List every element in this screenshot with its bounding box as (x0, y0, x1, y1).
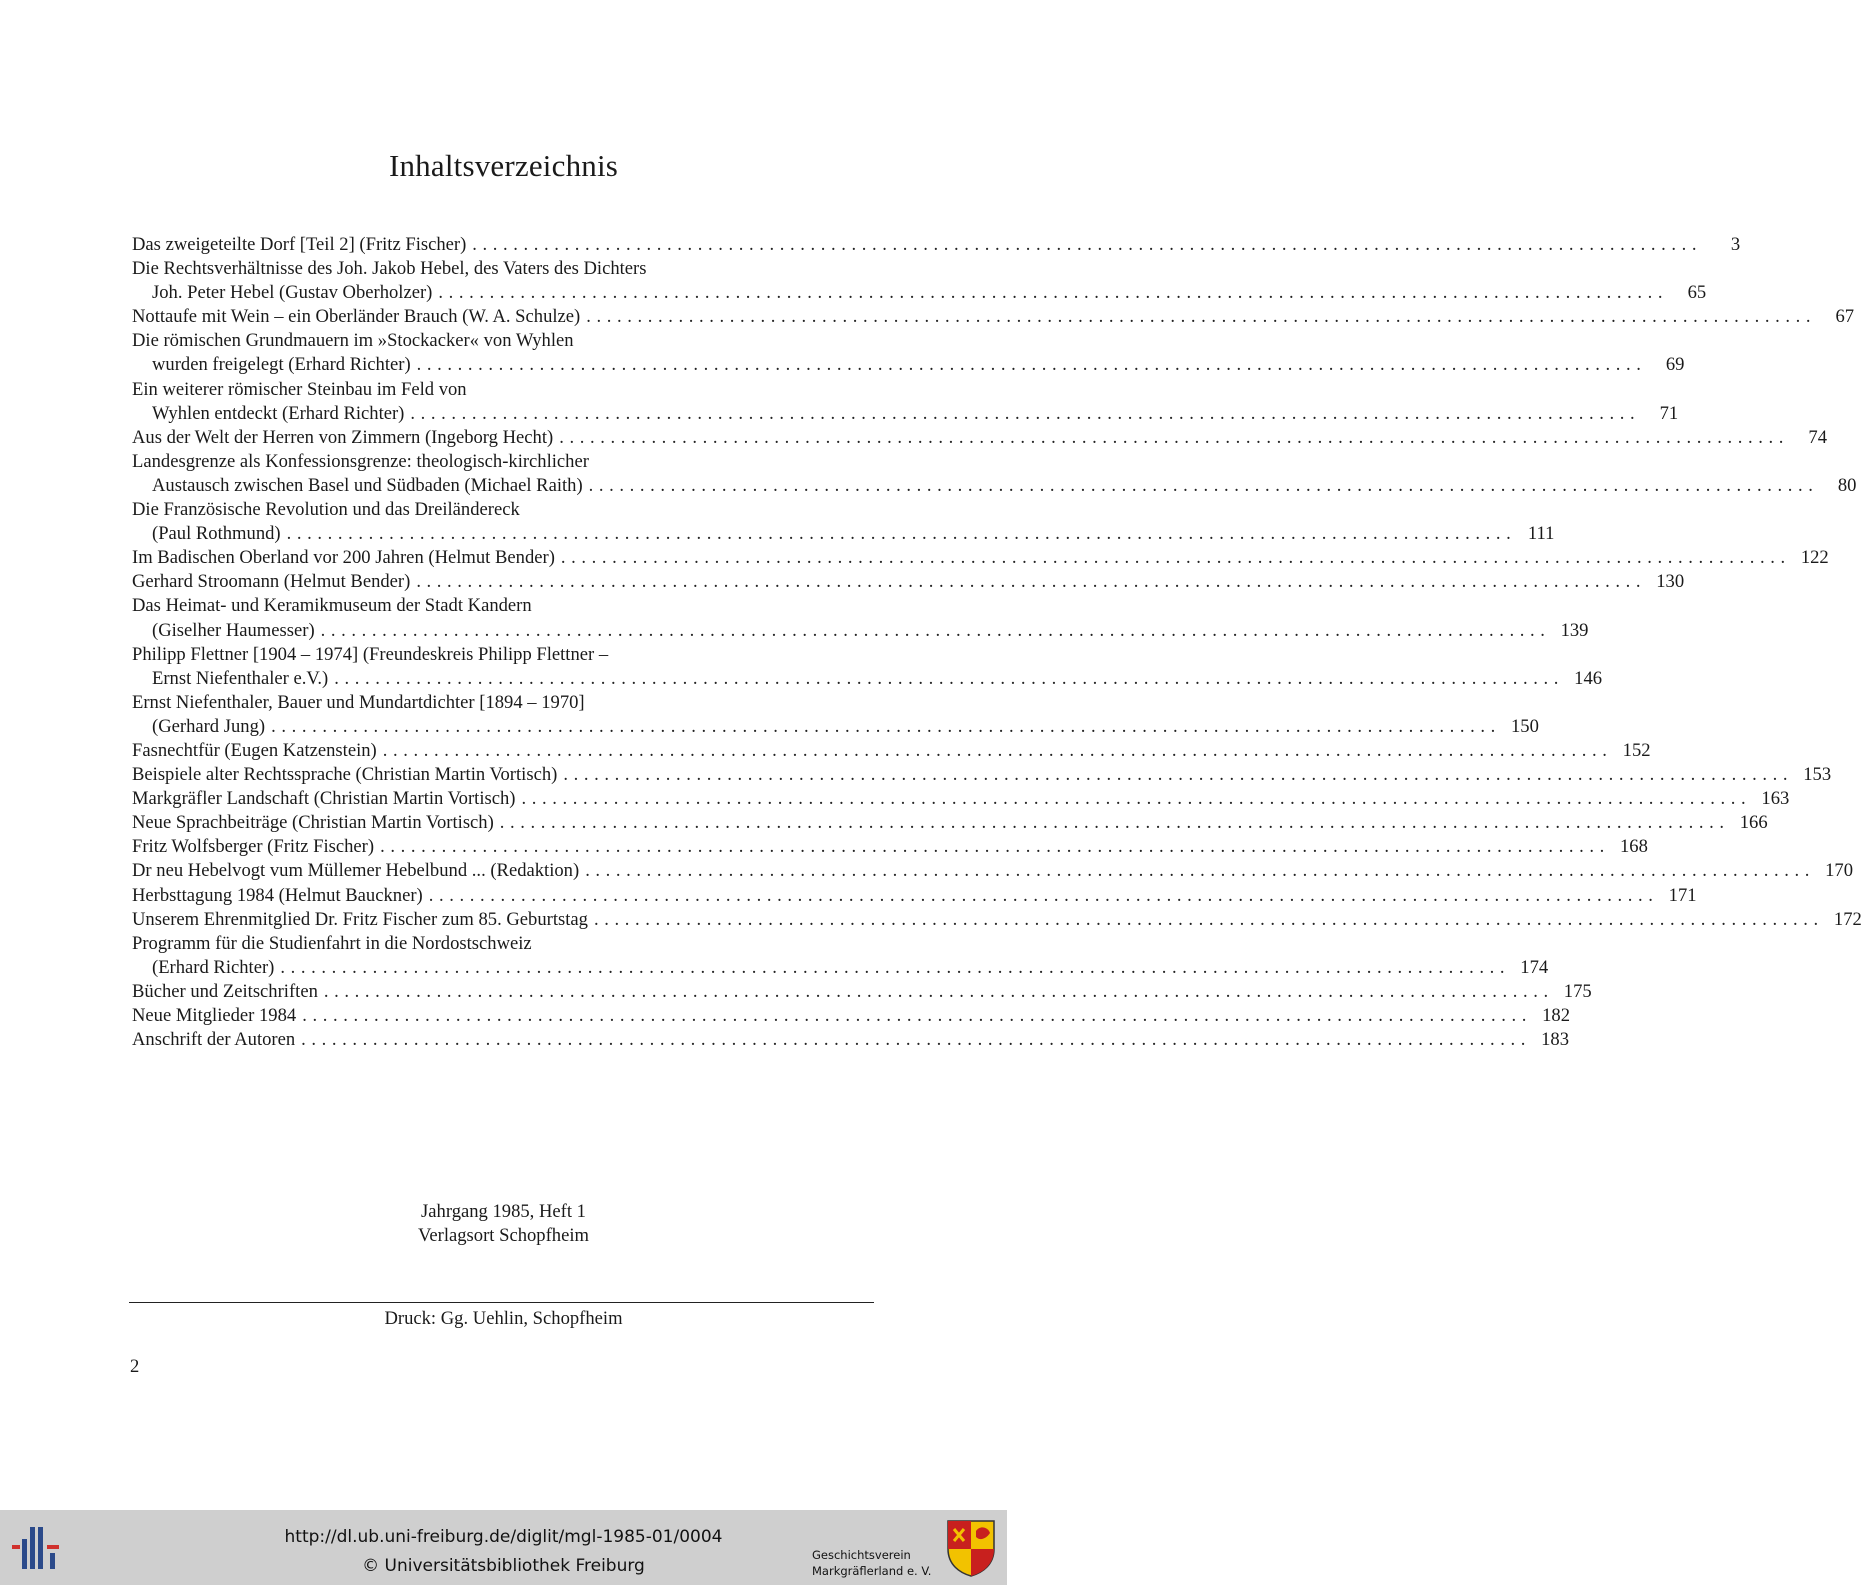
toc-entry-title: Ernst Niefenthaler, Bauer und Mundartdichter [1894 – 1970] (132, 691, 585, 713)
toc-entry (132, 884, 1697, 908)
toc-entry-line (132, 498, 877, 522)
toc-entry-title: Die Rechtsverhältnisse des Joh. Jakob Hebel, des Vaters des Dichters (132, 258, 647, 280)
toc-entry (132, 908, 1862, 932)
toc-entry-title: Dr neu Hebelvogt vum Müllemer Hebelbund ... (Redaktion) (132, 860, 580, 882)
toc-entry-line (132, 353, 1685, 377)
toc-page-number: 174 (1520, 956, 1549, 978)
toc-entry-title: Aus der Welt der Herren von Zimmern (Ingeborg Hecht) (132, 426, 554, 448)
toc-entry-title: (Erhard Richter) (152, 956, 275, 978)
toc-entry (132, 233, 1741, 257)
toc-page-number: 152 (1622, 739, 1651, 761)
toc-entry-line (132, 835, 1648, 859)
toc-entry (132, 1004, 1571, 1028)
toc-entry-title: (Paul Rothmund) (152, 523, 281, 545)
toc-entry-title: Landesgrenze als Konfessionsgrenze: theologisch-kirchlicher (132, 450, 589, 472)
dot-leader: ........................................................................................................................ (301, 1029, 1531, 1051)
org-name-line2: Markgräflerland e. V. (812, 1564, 932, 1578)
toc-entry-line (132, 956, 1549, 980)
toc-entry (132, 570, 1685, 594)
toc-entry (132, 859, 1853, 883)
dot-leader: ........................................................................................................................ (382, 739, 1613, 761)
toc-entry-title: Ein weiterer römischer Steinbau im Feld von (132, 378, 467, 400)
dot-leader: ........................................................................................................................ (521, 788, 1752, 810)
toc-entry (132, 329, 1685, 377)
toc-entry-title: Neue Sprachbeiträge (Christian Martin Vortisch) (132, 812, 494, 834)
imprint-place: Verlagsort Schopfheim (418, 1225, 589, 1246)
toc-entry-title: Joh. Peter Hebel (Gustav Oberholzer) (152, 282, 433, 304)
footer-bar (0, 1510, 1007, 1585)
dot-leader: ........................................................................................................................ (560, 547, 1791, 569)
toc-page-number: 146 (1574, 667, 1603, 689)
dot-leader: ........................................................................................................................ (416, 354, 1647, 376)
page-title: Inhaltsverzeichnis (388, 148, 619, 183)
toc-entry-line (132, 715, 1539, 739)
toc-entry-title: wurden freigelegt (Erhard Richter) (152, 354, 411, 376)
toc-entry-line (132, 546, 1829, 570)
toc-entry (132, 257, 1707, 305)
dot-leader: ........................................................................................................................ (563, 764, 1794, 786)
toc-entry (132, 763, 1832, 787)
toc-page-number: 150 (1511, 715, 1539, 737)
dot-leader: ........................................................................................................................ (410, 402, 1641, 424)
toc-entry-title: Neue Mitglieder 1984 (132, 1005, 297, 1026)
toc-page-number: 122 (1800, 547, 1829, 569)
toc-entry-title: Programm für die Studienfahrt in die Nordostschweiz (132, 932, 532, 954)
toc-entry-title: Wyhlen entdeckt (Erhard Richter) (152, 402, 405, 424)
dot-leader: ........................................................................................................................ (271, 715, 1501, 737)
dot-leader: ........................................................................................................................ (472, 234, 1703, 255)
toc-entry (132, 378, 1679, 426)
imprint-volume: Jahrgang 1985, Heft 1 (421, 1201, 586, 1222)
toc-entry-line (132, 257, 877, 281)
toc-entry-line (132, 908, 1862, 932)
toc-entry-line (132, 426, 1828, 450)
toc-page-number: 183 (1541, 1029, 1569, 1051)
toc-entry-title: Die Französische Revolution und das Dreiländereck (132, 499, 520, 521)
toc-entry-line (132, 378, 877, 402)
toc-page-number: 182 (1542, 1005, 1571, 1026)
toc-entry (132, 787, 1790, 811)
toc-entry-line (132, 281, 1707, 305)
toc-entry-line (132, 667, 1603, 691)
toc-entry-title: Philipp Flettner [1904 – 1974] (Freundeskreis Philipp Flettner – (132, 643, 609, 665)
toc-page-number: 80 (1837, 474, 1857, 496)
coat-of-arms-icon (946, 1519, 996, 1577)
toc-entry-title: Herbsttagung 1984 (Helmut Bauckner) (132, 884, 423, 906)
toc-entry-line (132, 643, 877, 667)
toc-page-number: 69 (1665, 354, 1685, 376)
dot-leader: ........................................................................................................................ (320, 619, 1551, 641)
toc-entry-line (132, 932, 877, 956)
toc-entry-title: Im Badischen Oberland vor 200 Jahren (Helmut Bender) (132, 547, 555, 569)
footer-organization (812, 1547, 931, 1579)
page-number: 2 (130, 1356, 140, 1377)
toc-page-number: 172 (1833, 908, 1862, 930)
toc-entry-line (132, 522, 1555, 546)
toc-page-number: 171 (1668, 884, 1697, 906)
toc-entry-line (132, 1004, 1571, 1028)
dot-leader: ........................................................................................................................ (593, 908, 1824, 930)
dot-leader: ........................................................................................................................ (588, 474, 1819, 496)
toc-page-number: 67 (1835, 306, 1855, 328)
table-of-contents (132, 233, 1862, 1052)
toc-entry-line (132, 233, 1741, 257)
toc-page-number: 3 (1730, 234, 1741, 255)
dot-leader: ........................................................................................................................ (416, 571, 1647, 593)
toc-page-number: 65 (1687, 282, 1707, 304)
toc-entry-title: Bücher und Zeitschriften (132, 980, 318, 1002)
toc-entry-line (132, 763, 1832, 787)
dot-leader: ........................................................................................................................ (585, 860, 1815, 882)
toc-entry (132, 594, 1589, 642)
toc-page-number: 111 (1527, 523, 1555, 545)
toc-entry-line (132, 811, 1768, 835)
toc-page-number: 71 (1659, 402, 1679, 424)
toc-entry (132, 739, 1651, 763)
toc-entry-title: Gerhard Stroomann (Helmut Bender) (132, 571, 411, 593)
toc-entry (132, 980, 1592, 1004)
dot-leader: ........................................................................................................................ (302, 1005, 1533, 1026)
toc-entry-line (132, 570, 1685, 594)
dot-leader: ........................................................................................................................ (499, 812, 1730, 834)
toc-entry-title: Ernst Niefenthaler e.V.) (152, 667, 329, 689)
toc-entry (132, 498, 1555, 546)
toc-page-number: 130 (1656, 571, 1685, 593)
printer-note: Druck: Gg. Uehlin, Schopfheim (384, 1308, 623, 1329)
toc-entry (132, 305, 1855, 329)
toc-entry-line (132, 474, 1857, 498)
toc-entry (132, 450, 1857, 498)
toc-entry (132, 1028, 1569, 1052)
toc-entry-line (132, 787, 1790, 811)
toc-entry-title: Das zweigeteilte Dorf [Teil 2] (Fritz Fischer) (132, 234, 467, 255)
horizontal-rule (129, 1302, 874, 1303)
toc-page-number: 175 (1563, 980, 1592, 1002)
footer-url[interactable]: http://dl.ub.uni-freiburg.de/diglit/mgl-1985-01/0004 (284, 1527, 723, 1547)
toc-entry-line (132, 980, 1592, 1004)
toc-entry-title: (Gerhard Jung) (152, 715, 266, 737)
dot-leader: ........................................................................................................................ (438, 282, 1669, 304)
toc-entry-line (132, 884, 1697, 908)
toc-entry-line (132, 739, 1651, 763)
dot-leader: ........................................................................................................................ (586, 306, 1817, 328)
toc-entry-line (132, 329, 877, 353)
toc-entry-line (132, 691, 877, 715)
dot-leader: ........................................................................................................................ (428, 884, 1659, 906)
dot-leader: ........................................................................................................................ (380, 836, 1610, 858)
toc-entry-line (132, 450, 877, 474)
toc-page-number: 74 (1808, 426, 1828, 448)
toc-page-number: 139 (1560, 619, 1589, 641)
toc-entry-title: Die römischen Grundmauern im »Stockacker« von Wyhlen (132, 330, 574, 352)
dot-leader: ........................................................................................................................ (280, 956, 1511, 978)
toc-page-number: 170 (1825, 860, 1853, 882)
toc-entry-title: (Giselher Haumesser) (152, 619, 315, 641)
dot-leader: ........................................................................................................................ (323, 980, 1554, 1002)
toc-page-number: 168 (1620, 836, 1648, 858)
toc-entry-line (132, 402, 1679, 426)
dot-leader: ........................................................................................................................ (559, 426, 1790, 448)
imprint (0, 1200, 1007, 1248)
toc-entry-title: Fasnechtfür (Eugen Katzenstein) (132, 739, 377, 761)
toc-entry (132, 546, 1829, 570)
toc-entry-title: Unserem Ehrenmitglied Dr. Fritz Fischer zum 85. Geburtstag (132, 908, 588, 930)
toc-page-number: 163 (1761, 788, 1790, 810)
toc-entry-title: Das Heimat- und Keramikmuseum der Stadt Kandern (132, 595, 532, 617)
toc-entry-title: Austausch zwischen Basel und Südbaden (Michael Raith) (152, 474, 583, 496)
toc-entry-line (132, 305, 1855, 329)
toc-entry-title: Nottaufe mit Wein – ein Oberländer Brauch (W. A. Schulze) (132, 306, 581, 328)
toc-entry-title: Markgräfler Landschaft (Christian Martin Vortisch) (132, 788, 516, 810)
org-name-line1: Geschichtsverein (812, 1548, 911, 1562)
toc-entry-line (132, 594, 877, 618)
toc-entry (132, 643, 1603, 691)
toc-entry (132, 691, 1539, 739)
footer-copyright: © Universitätsbibliothek Freiburg (362, 1556, 645, 1576)
toc-entry-title: Fritz Wolfsberger (Fritz Fischer) (132, 836, 375, 858)
toc-entry (132, 835, 1648, 859)
toc-entry-line (132, 1028, 1569, 1052)
toc-page-number: 166 (1739, 812, 1768, 834)
toc-entry-line (132, 859, 1853, 883)
toc-entry (132, 811, 1768, 835)
toc-entry (132, 426, 1828, 450)
toc-page-number: 153 (1803, 764, 1832, 786)
toc-entry-title: Anschrift der Autoren (132, 1029, 296, 1051)
dot-leader: ........................................................................................................................ (334, 667, 1565, 689)
toc-entry-line (132, 619, 1589, 643)
toc-entry (132, 932, 1549, 980)
toc-entry-title: Beispiele alter Rechtssprache (Christian Martin Vortisch) (132, 764, 558, 786)
dot-leader: ........................................................................................................................ (286, 523, 1517, 545)
